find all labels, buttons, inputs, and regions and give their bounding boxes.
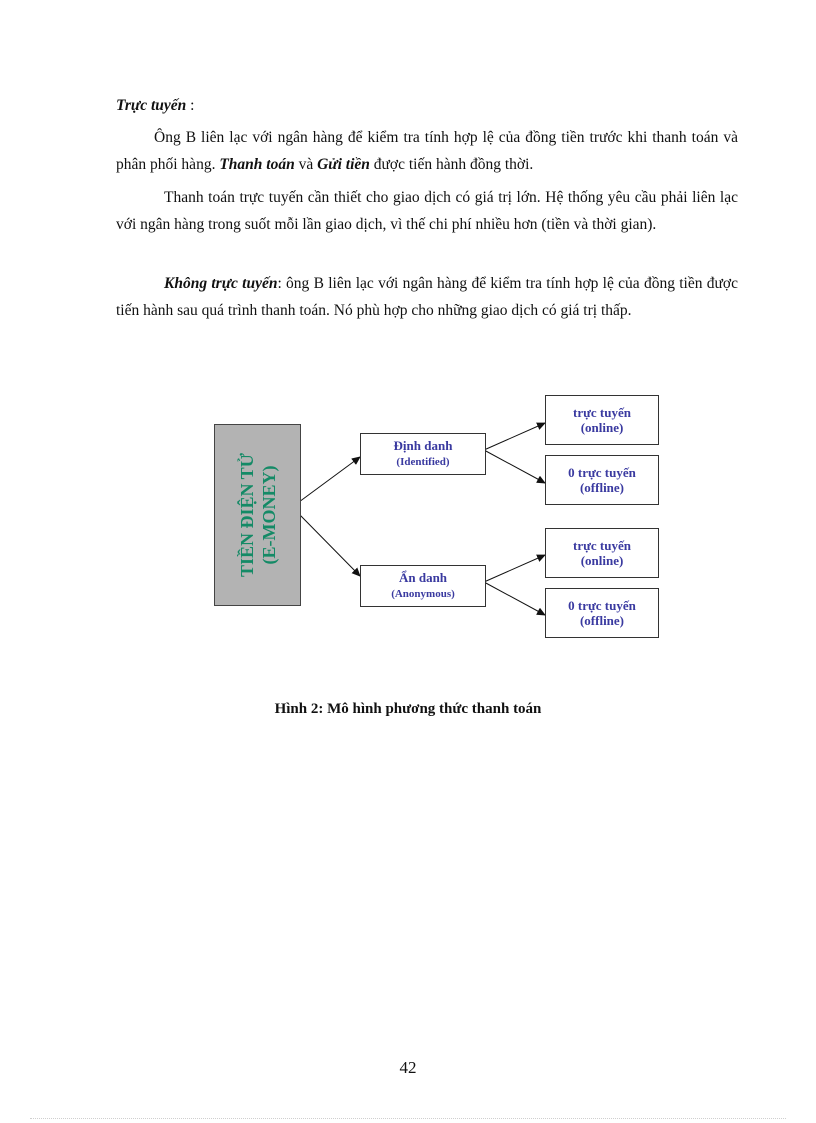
root-label-line1: TIỀN ĐIỆN TỬ (236, 452, 257, 578)
arrow-anonymous-to-online (484, 555, 545, 582)
identified-sublabel: (Identified) (396, 456, 450, 468)
page-bottom-divider (30, 1118, 786, 1119)
arrow-root-to-identified (299, 457, 360, 502)
identified-online-box (545, 395, 659, 445)
paragraph-online-1 (116, 124, 738, 178)
leaf-sublabel: (offline) (579, 480, 625, 495)
p1-term-gui-tien: Gửi tiền (317, 156, 370, 173)
root-label (236, 425, 280, 605)
anonymous-box (360, 565, 486, 607)
p1-text-c: và (294, 156, 318, 173)
arrow-root-to-anonymous (299, 514, 360, 576)
anonymous-label: Ẩn danh (398, 570, 448, 585)
leaf-label: trực tuyến (573, 538, 631, 553)
arrow-identified-to-online (484, 423, 545, 450)
p3-text: : ông B liên lạc với ngân hàng để kiểm tra tính hợp lệ của đồng tiền được tiến hành sau quá trình thanh toán. Nó phù hợp cho những giao dịch có giá trị thấp. (116, 275, 738, 319)
leaf-sublabel: (online) (580, 553, 624, 568)
leaf-label: trực tuyến (573, 405, 631, 420)
root-emoney-box (214, 424, 301, 606)
identified-offline-box (545, 455, 659, 505)
section-heading (116, 92, 738, 119)
paragraph-offline (116, 270, 738, 324)
anonymous-offline-box (545, 588, 659, 638)
heading-text: Trực tuyến (116, 97, 187, 114)
p1-term-thanh-toan: Thanh toán (219, 156, 295, 173)
arrow-anonymous-to-offline (484, 582, 545, 615)
identified-label: Định danh (393, 438, 453, 453)
p1-text-a: Ông B liên lạc với ngân hàng để kiểm tra tính hợp lệ của đồng tiền trước khi thanh toán và phân phối hàng. (116, 129, 738, 173)
arrow-identified-to-offline (484, 450, 545, 483)
figure-caption: Hình 2: Mô hình phương thức thanh toán (274, 701, 542, 717)
p1-text-d: được tiến hành đồng thời. (369, 156, 534, 173)
root-label-line2: (E-MONEY) (258, 465, 279, 565)
anonymous-online-box (545, 528, 659, 578)
paragraph-online-2: Thanh toán trực tuyến cần thiết cho giao dịch có giá trị lớn. Hệ thống yêu cầu phải liên lạc với ngân hàng trong suốt mỗi lần giao dịch, vì thế chi phí nhiều hơn (tiền và thời gian). (116, 189, 738, 233)
page-number: 42 (399, 1058, 417, 1077)
leaf-label: 0 trực tuyến (568, 465, 636, 480)
p3-term-khong-truc-tuyen: Không trực tuyến (164, 275, 278, 292)
leaf-sublabel: (offline) (579, 613, 625, 628)
anonymous-sublabel: (Anonymous) (391, 588, 455, 600)
leaf-label: 0 trực tuyến (568, 598, 636, 613)
identified-box (360, 433, 486, 475)
heading-suffix: : (186, 97, 195, 114)
leaf-sublabel: (online) (580, 420, 624, 435)
